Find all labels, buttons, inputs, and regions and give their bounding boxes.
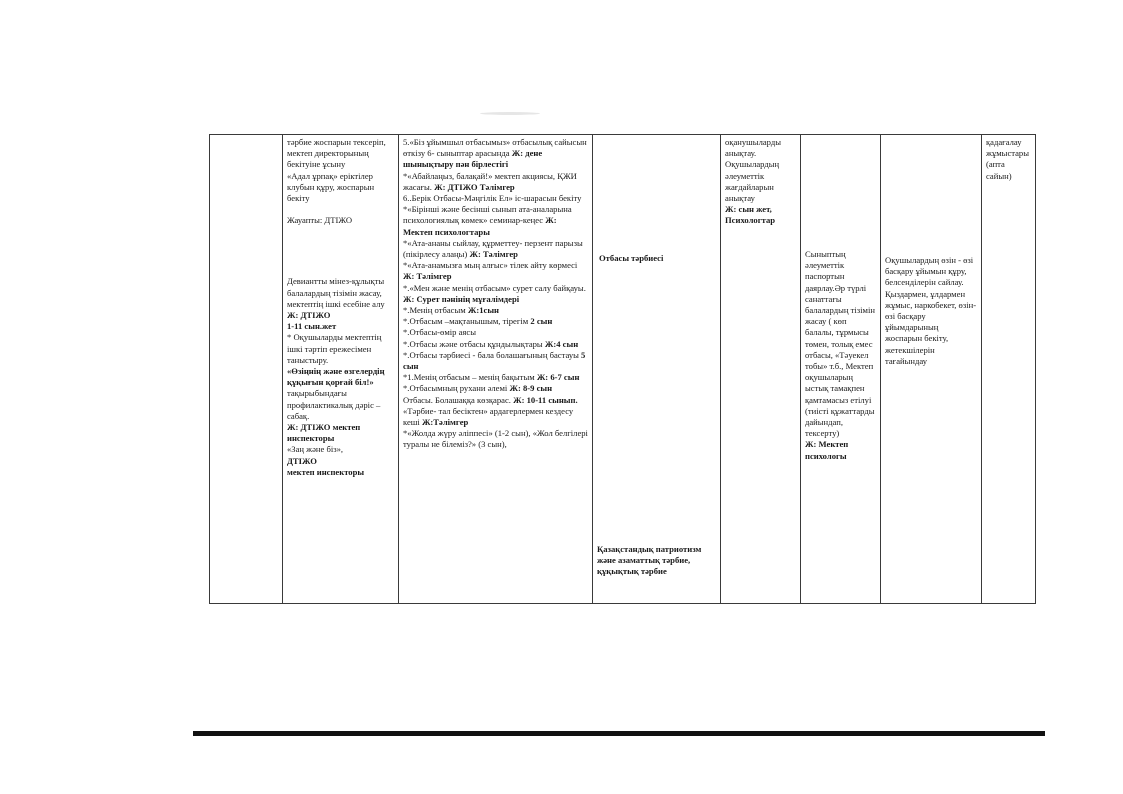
- col2-item-text: *«Ата-ананы сыйлау, құрметтеу- перзент парызы (пікірлесу алаңы): [403, 237, 583, 260]
- col2-list: [403, 137, 588, 451]
- col2-item-responsible: Ж:Тәлімгер: [421, 417, 469, 428]
- col2-item-responsible: Ж: Тәлімгер: [403, 271, 452, 282]
- col1-resp-b2: Ж: ДТІЖО: [287, 310, 331, 321]
- patriotism-title: Қазақстандық патриотизм және азаматтық тәрбие, құқықтық тәрбие: [597, 544, 702, 577]
- col5-text: Сыныптың әлеуметтік паспортын даярлау.Әр түрлі санаттағы балалардың тізімін жасау ( көп балалы, тұрмысы төмен, толық емес отбасы, «Тәуекел тобы» т.б., Мектеп оқушыларың ыстық тамақпен қамтамасыз етілуі (тиісті құжаттарды дайындап, тексерту): [805, 249, 875, 439]
- col2-cell: [399, 135, 593, 604]
- col2-item-text: *«Абайлаңыз, балақай!» мектеп акциясы, ҚЖИ жасағы.: [403, 170, 577, 192]
- col6-cell: [881, 135, 982, 604]
- col5-resp: Ж: Мектеп психологы: [805, 439, 849, 461]
- col2-item-responsible: Ж: Мектеп психологтары: [403, 215, 557, 237]
- col2-item-responsible: 2 сын: [530, 316, 553, 327]
- col2-item-responsible: Ж: 6-7 сын: [536, 372, 580, 383]
- col4-cell: [721, 135, 801, 604]
- col2-item-text: *.Отбасымның рухани әлемі: [403, 383, 508, 394]
- col2-item-responsible: Ж:1сын: [467, 305, 499, 316]
- col2-item-text: *.«Мен және менің отбасым» сурет салу байқауы.: [403, 282, 586, 293]
- col5-cell: [801, 135, 881, 604]
- col4-text: оқанушыларды анықтау. Оқушылардың әлеуметтік жағдайларын анықтау: [725, 137, 782, 204]
- col6-text: Оқушылардың өзін - өзі басқару ұйымын құру, белсенділерін сайлау. Қыздармен, ұлдармен жұмыс, наркобекет, өзін-өзі басқару ұйымдарының жоспарын бекіту, жетекшілерін тағайындау: [885, 255, 977, 366]
- col1-law: «Заң және біз»,: [287, 444, 344, 455]
- col2-item-text: *.Менің отбасым: [403, 305, 466, 316]
- empty-cell: [210, 135, 283, 604]
- col2-item-responsible: Ж: 8-9 сын: [509, 383, 553, 394]
- col7-cell: [982, 135, 1036, 604]
- col2-item-responsible: Ж: дене шынықтыру пән бірлестігі: [403, 148, 543, 170]
- col1-responsible: Жауапты: ДТІЖО: [287, 215, 353, 226]
- col1-block1: тәрбие жоспарын тексеріп, мектеп директорының бекітуіне ұсыну «Адал ұрпақ» еріктілер клубын құру, жоспарын бекіту: [287, 137, 386, 204]
- col2-item-text: *1.Менің отбасым – менің бақытым: [403, 372, 535, 383]
- col2-item-text: *«Бірінші және бесінші сынып ата-аналарына психологиялық көмек» семинар-кеңес: [403, 204, 572, 226]
- col1-resp-b4b: мектеп инспекторы: [287, 466, 365, 477]
- col7-text: қадағалау жұмыстары (апта сайын): [986, 137, 1030, 181]
- col2-item-text: *«Ата-анамызға мың алғыс» тілек айту көрмесі: [403, 260, 578, 271]
- col2-item-text: «Тәрбие- тал бесіктен» ардагерлермен кездесу кеші: [403, 405, 574, 428]
- col2-item-responsible: Ж: ДТІЖО Тәлімгер: [434, 181, 515, 192]
- col4-resp: Ж: сын жет, Психологтар: [725, 204, 776, 226]
- col1-rules: * Оқушыларды мектептің ішкі тәртіп ережесімен таныстыру.: [287, 332, 382, 365]
- plan-table: [209, 134, 1036, 604]
- col2-item-responsible: 5 сын: [403, 349, 586, 372]
- col1-resp-b4a: ДТІЖО: [287, 455, 317, 466]
- col2-item-text: *.Отбасым –мақтанышым, тірегім: [403, 316, 529, 327]
- col2-item-text: 6..Берік Отбасы-Мәңгілік Ел» іс-шарасын бекіту: [403, 193, 582, 204]
- scan-bottom-edge: [193, 731, 1045, 736]
- col2-item-responsible: Ж: 10-11 сынып.: [513, 394, 578, 405]
- col2-item-text: *.Отбасы тәрбиесі - бала болашағының бастауы: [403, 349, 579, 360]
- col1-block2: Девиантты мінез-құлықты балалардың тізімін жасау, мектептің ішкі есебіне алу: [287, 276, 385, 309]
- col2-item-responsible: Ж: Сурет пәнінің мұғалімдері: [403, 293, 520, 304]
- col2-item-text: *.Отбасы-өмір аясы: [403, 327, 476, 338]
- scan-smudge: [480, 112, 540, 115]
- col1-grades: 1-11 сын.жет: [287, 321, 337, 332]
- table-row: [210, 135, 1036, 604]
- col1-lecture-title: «Өзіңнің және өзгелердің құқығын қорғай біл!»: [287, 366, 385, 388]
- col2-item-responsible: Ж:4 сын: [544, 338, 579, 349]
- col2-item-text: 5.«Біз ұйымшыл отбасымыз» отбасылық сайысын өткізу 6- сыныптар арасында: [403, 137, 587, 159]
- col1-resp-b3: Ж: ДТІЖО мектеп инспекторы: [287, 422, 361, 444]
- col2-item-text: *«Жолда жүру әліппесі» (1-2 сын), «Жол белгілері туралы не білеміз?» (3 сын),: [403, 428, 588, 450]
- col3-cell: [593, 135, 721, 604]
- col1-lecture-text: тақырыбындағы профилактикалық дәріс – сабақ.: [287, 388, 381, 421]
- col2-item-text: Отбасы. Болашаққа көзқарас.: [403, 394, 511, 405]
- col1-cell: [283, 135, 399, 604]
- col2-item-text: *.Отбасы және отбасы құндылықтары: [403, 338, 543, 349]
- col2-item-responsible: Ж: Тәлімгер: [469, 249, 518, 260]
- family-education-title: Отбасы тәрбиесі: [599, 253, 664, 263]
